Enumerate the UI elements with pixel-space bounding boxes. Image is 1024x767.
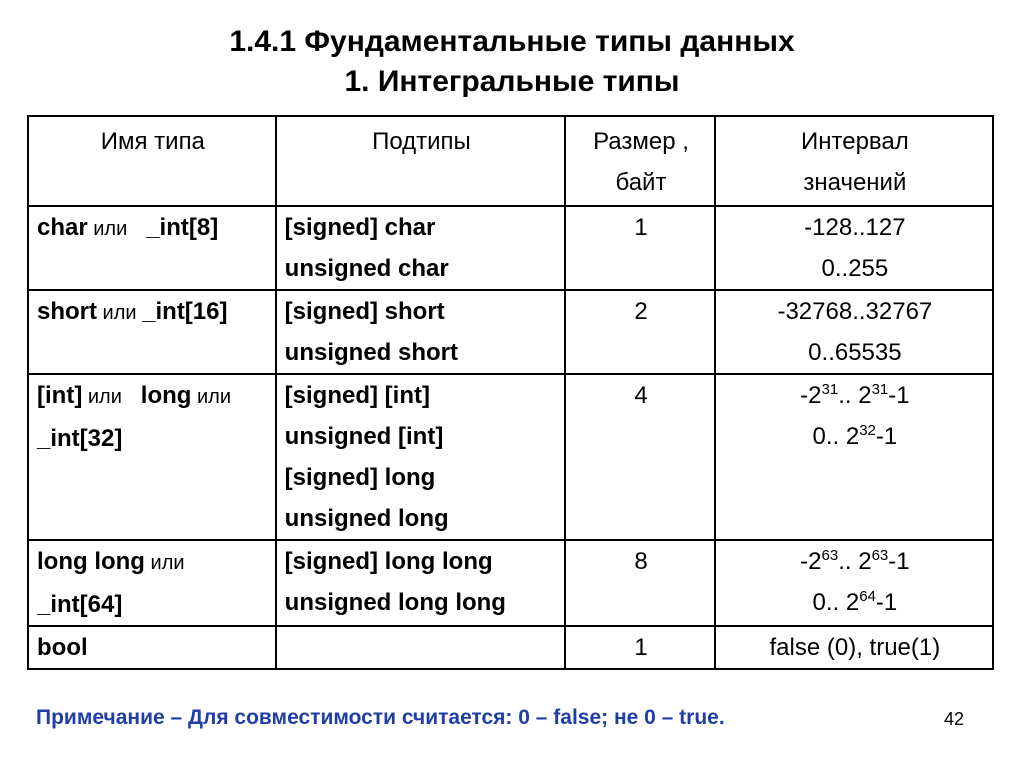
- range-part: 0.. 2: [812, 589, 860, 616]
- range-value: -128..127: [804, 214, 906, 241]
- size-cell: [565, 374, 715, 540]
- subtype: [signed] short: [284, 298, 445, 325]
- or-word: или: [144, 552, 185, 574]
- type-name-cell: [28, 626, 276, 669]
- size-cell: [565, 290, 715, 374]
- range-part: .. 2: [838, 548, 872, 575]
- header-type-name: [28, 116, 276, 206]
- header-size: [565, 116, 715, 206]
- or-word: или: [97, 302, 143, 324]
- subtype: unsigned long: [284, 505, 449, 532]
- range-cell: [715, 290, 993, 374]
- integral-types-table: [27, 115, 994, 670]
- size-value: 2: [634, 298, 648, 325]
- subtypes-cell: [276, 290, 566, 374]
- range-cell: [715, 540, 993, 626]
- range-part: .. 2: [838, 382, 872, 409]
- title-line-2: 1. Интегральные типы: [344, 65, 680, 98]
- type-name-cell: [28, 206, 276, 290]
- type-name-line: [37, 207, 269, 250]
- range-value: [724, 582, 986, 623]
- size-value: 4: [634, 382, 648, 409]
- type-alias: _int[32]: [37, 425, 123, 452]
- range-part: 0.. 2: [812, 423, 860, 450]
- type-alias: _int[8]: [146, 214, 219, 241]
- header-range-line-1: Интервал: [801, 128, 909, 155]
- type-name-cell: [28, 374, 276, 540]
- type-name-cell: [28, 540, 276, 626]
- exponent: 63: [821, 547, 839, 564]
- subtype: [signed] char: [284, 214, 436, 241]
- subtype: unsigned char: [284, 255, 449, 282]
- header-range-line-2: значений: [803, 169, 907, 196]
- or-word: или: [82, 386, 128, 408]
- range-value: false (0), true(1): [769, 634, 941, 661]
- type-name: char: [37, 214, 88, 241]
- size-value: 8: [634, 548, 648, 575]
- subtype: [signed] long: [284, 464, 436, 491]
- range-part: -2: [800, 382, 822, 409]
- range-part: -2: [800, 548, 822, 575]
- range-value: 0..255: [821, 255, 889, 282]
- type-name-line: [37, 291, 269, 334]
- table-header-row: [28, 116, 993, 206]
- range-cell: [715, 626, 993, 669]
- header-size-line-1: Размер ,: [593, 128, 689, 155]
- subtype: unsigned long long: [284, 589, 506, 616]
- subtype: unsigned [int]: [284, 423, 444, 450]
- size-cell: [565, 206, 715, 290]
- size-value: 1: [634, 634, 648, 661]
- size-cell: [565, 540, 715, 626]
- type-name-cell: [28, 290, 276, 374]
- table-row: [28, 374, 993, 540]
- table-row: [28, 290, 993, 374]
- range-cell: [715, 374, 993, 540]
- or-word: или: [87, 218, 133, 240]
- type-name: long: [140, 382, 192, 409]
- title-line-1: 1.4.1 Фундаментальные типы данных: [229, 25, 795, 58]
- range-value: 0..65535: [808, 339, 902, 366]
- subtypes-cell: [276, 374, 566, 540]
- subtype: [signed] long long: [284, 548, 493, 575]
- compatibility-note: Примечание – Для совместимости считается: 0 – false; не 0 – true.: [36, 706, 725, 729]
- type-name: bool: [37, 634, 88, 661]
- range-value: [724, 541, 986, 582]
- table-row: [28, 206, 993, 290]
- range-value: [724, 375, 986, 416]
- range-value: -32768..32767: [777, 298, 933, 325]
- exponent: 31: [821, 381, 839, 398]
- size-cell: [565, 626, 715, 669]
- or-word: или: [191, 386, 232, 408]
- header-subtypes-label: Подтипы: [372, 128, 471, 155]
- range-part: -1: [888, 548, 910, 575]
- range-part: -1: [888, 382, 910, 409]
- exponent: 64: [859, 588, 876, 605]
- type-alias: _int[64]: [37, 591, 123, 618]
- exponent: 63: [871, 547, 889, 564]
- range-value: [724, 416, 986, 457]
- type-name: [int]: [37, 382, 83, 409]
- subtype: [signed] [int]: [284, 382, 430, 409]
- table-row: [28, 626, 993, 669]
- subtypes-cell: [276, 206, 566, 290]
- header-type-name-label: Имя типа: [100, 128, 205, 155]
- range-part: -1: [875, 589, 898, 616]
- table-row: [28, 540, 993, 626]
- subtypes-cell: [276, 540, 566, 626]
- type-name-line: [37, 375, 269, 418]
- header-subtypes: [276, 116, 566, 206]
- size-value: 1: [634, 214, 648, 241]
- range-part: -1: [875, 423, 898, 450]
- type-name: short: [37, 298, 97, 325]
- exponent: 32: [859, 422, 876, 439]
- header-size-line-2: байт: [615, 169, 667, 196]
- type-name: long long: [37, 548, 145, 575]
- slide-title: [0, 22, 1024, 102]
- type-alias: _int[16]: [142, 298, 228, 325]
- exponent: 31: [871, 381, 889, 398]
- subtype: unsigned short: [284, 339, 459, 366]
- subtypes-cell: [276, 626, 566, 669]
- type-name-line: [37, 541, 269, 584]
- page-number: 42: [944, 709, 965, 729]
- header-range: [715, 116, 993, 206]
- range-cell: [715, 206, 993, 290]
